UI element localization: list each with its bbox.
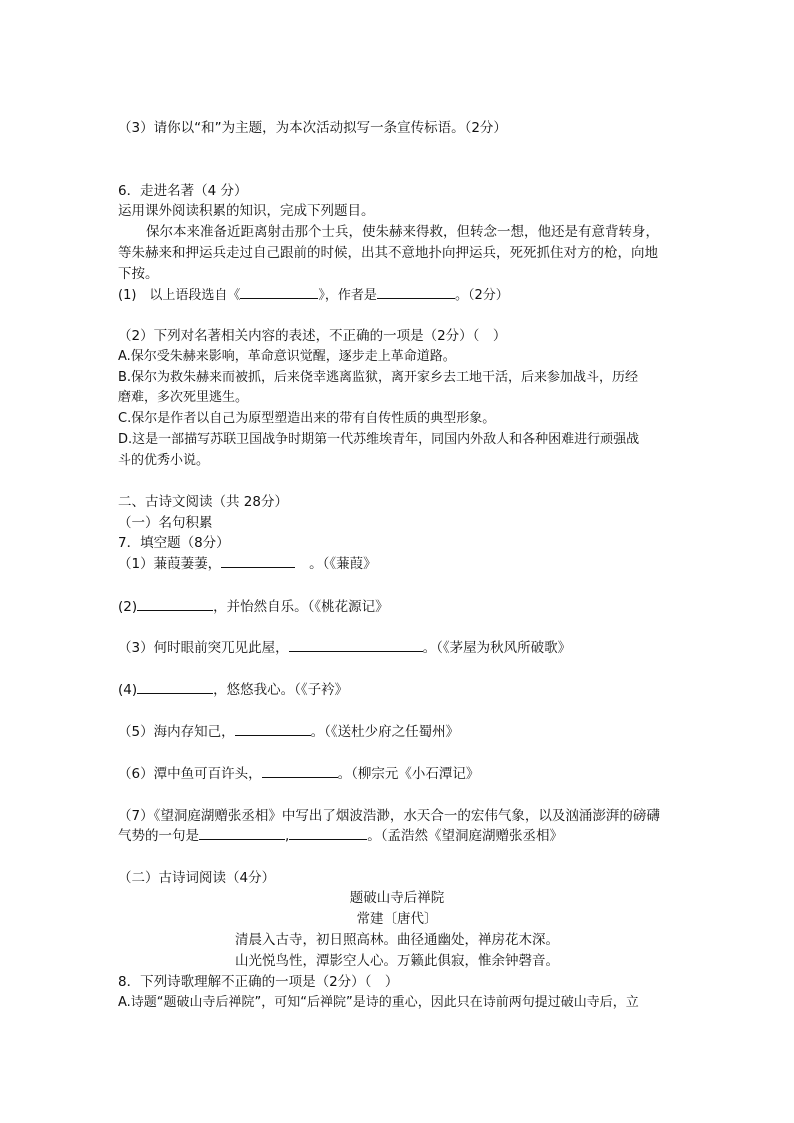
q6-heading: 6．走进名著（4 分）: [118, 183, 248, 199]
q3-prompt: （3）请你以“和”为主题，为本次活动拟写一条宣传标语。（2分）: [118, 120, 507, 136]
part2-heading: （二）古诗词阅读（4分）: [118, 870, 276, 886]
poem-line-1: 清晨入古寺，初日照高林。曲径通幽处，禅房花木深。: [235, 932, 559, 948]
q8-question: 8．下列诗歌理解不正确的一项是（2分）（ ）: [118, 974, 399, 990]
q6-passage-line-1: 保尔本来准备近距离射击那个士兵，使朱赫来得救，但转念一想，他还是有意背转身，: [146, 224, 659, 240]
q6-option-d: D.这是一部描写苏联卫国战争时期第一代苏维埃青年，同国内外敌人和各种困难进行顽强战: [118, 432, 640, 447]
fill-item-1-pre: （1）蒹葭萋萋，: [118, 556, 222, 572]
q6-sub1-suffix: 。（2分）: [454, 288, 509, 303]
fill-item-7-line-2: [118, 826, 563, 846]
q6-option-c: C.保尔是作者以自己为原型塑造出来的带有自传性质的典型形象。: [118, 411, 496, 426]
q6-passage-line-2: 等朱赫来和押运兵走过自己跟前的时候，出其不意地扑向押运兵，死死抓住对方的枪，向地: [118, 245, 658, 261]
section2-heading: 二、古诗文阅读（共 28分）: [118, 494, 288, 510]
poem-title: 题破山寺后禅院: [349, 890, 445, 906]
fill-item-4-pre: (4): [118, 682, 138, 698]
poem-author: 常建〔唐代〕: [356, 911, 438, 927]
fill-item-5-pre: （5）海内存知己，: [118, 724, 235, 740]
fill-item-2-post: ，并怡然自乐。（《桃花源记》: [213, 599, 389, 615]
poem-line-2: 山光悦鸟性，潭影空人心。万籁此俱寂，惟余钟磬音。: [235, 953, 559, 969]
fill-item-7-post: 。（孟浩然《望洞庭湖赠张丞相》: [367, 828, 564, 844]
fill-item-2-pre: (2): [118, 599, 138, 615]
fill-item-7-mid: ,: [285, 828, 290, 844]
fill-item-1-post: 。（《蒹葭》: [309, 556, 377, 572]
fill-item-3-pre: （3）何时眼前突兀见此屋，: [118, 640, 289, 656]
answer-blank-book[interactable]: [240, 285, 318, 299]
q6-option-b-cont: 磨难，多次死里逃生。: [118, 390, 249, 405]
fill-blank-7b[interactable]: [289, 826, 367, 840]
fill-item-6-post: 。（柳宗元《小石潭记》: [337, 766, 480, 782]
fill-item-6-pre: （6）潭中鱼可百许头，: [118, 766, 262, 782]
fill-item-6: [118, 764, 479, 784]
fill-item-7-line-1: （7）《望洞庭湖赠张丞相》中写出了烟波浩渺，水天合一的宏伟气象，以及汹涌澎湃的磅礴: [118, 808, 660, 824]
fill-item-7-pre: 气势的一句是: [118, 828, 199, 844]
answer-blank-author[interactable]: [377, 285, 455, 299]
q8-option-a: A.诗题“题破山寺后禅院”，可知“后禅院”是诗的重心，因此只在诗前两句提过破山寺后，立: [118, 995, 639, 1010]
q6-sub1-prefix: (1) 以上语段选自《: [118, 288, 241, 303]
fill-item-3: [118, 638, 571, 658]
q6-sub1-mid: 》，作者是: [318, 288, 377, 303]
fill-item-5: [118, 722, 459, 742]
fill-blank-2[interactable]: [137, 597, 213, 611]
fill-blank-6[interactable]: [262, 764, 338, 778]
fill-item-1: [118, 554, 377, 574]
q6-instruction: 运用课外阅读积累的知识，完成下列题目。: [118, 203, 375, 219]
q6-sub1: [118, 285, 509, 306]
q6-passage-line-3: 下按。: [118, 266, 159, 282]
q6-option-a: A.保尔受朱赫来影响，革命意识觉醒，逐步走上革命道路。: [118, 349, 456, 364]
fill-blank-1[interactable]: [221, 554, 295, 568]
fill-blank-4[interactable]: [137, 680, 213, 694]
fill-item-2: [118, 597, 389, 617]
part1-heading: （一）名句积累: [118, 515, 213, 531]
fill-item-4: [118, 680, 348, 700]
q6-sub2-question: （2）下列对名著相关内容的表述，不正确的一项是（2分）（ ）: [118, 328, 507, 344]
fill-blank-3[interactable]: [289, 638, 423, 652]
q6-option-d-cont: 斗的优秀小说。: [118, 453, 210, 468]
q7-heading: 7．填空题（8分）: [118, 535, 230, 551]
fill-item-3-post: 。（《茅屋为秋风所破歌》: [422, 640, 572, 656]
fill-blank-7a[interactable]: [199, 826, 285, 840]
q6-option-b: B.保尔为救朱赫来而被抓，后来侥幸逃离监狱，离开家乡去工地干活，后来参加战斗，历经: [118, 370, 639, 385]
fill-item-4-post: ，悠悠我心。（《子衿》: [213, 682, 349, 698]
fill-item-5-post: 。（《送杜少府之任蜀州》: [310, 724, 460, 740]
fill-blank-5[interactable]: [235, 722, 311, 736]
